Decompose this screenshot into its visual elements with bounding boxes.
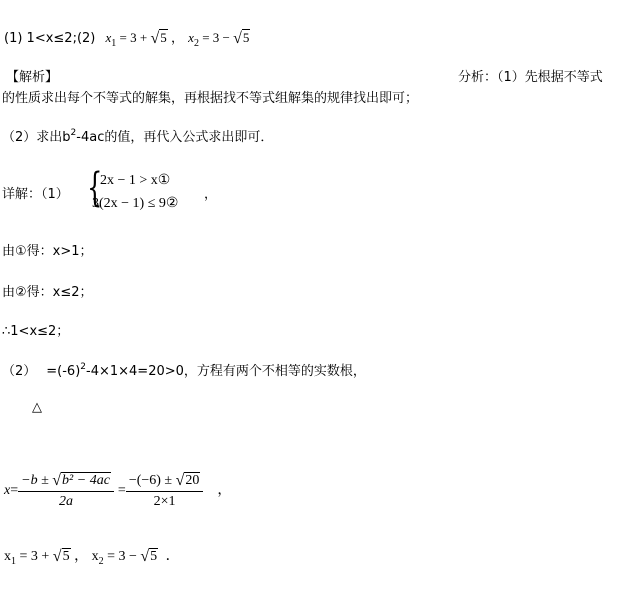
- formula-fraction-substituted: $\frac{-(-6) \pm √20}{2\times 1}$: [126, 472, 204, 509]
- analysis-line2: 的性质求出每个不等式的解集，再根据找不等式组解集的规律找出即可；: [2, 91, 419, 106]
- answer-x2: $x_2 = 3 - √5$: [188, 30, 250, 49]
- solution-trailing-comma: ，: [204, 187, 218, 202]
- step-1: 由①得：x>1；: [2, 244, 93, 259]
- inequality-1: 2x − 1 > x①: [100, 173, 171, 188]
- delta-symbol: △: [32, 400, 42, 415]
- conclusion-1: ∴1<x≤2；: [2, 324, 70, 339]
- part-2-line: $(2) =(-6)^2-4\times 1\times 4=20>0$，方程有两个不相等的实数根，: [2, 362, 366, 379]
- therefore-symbol: ∴: [2, 324, 11, 339]
- step-2: 由②得：x≤2；: [2, 285, 93, 300]
- analysis-line1: [458, 71, 603, 84]
- formula-fraction-general: $\frac{\text{−b ± √b² − 4ac}}{2a}$: [18, 472, 114, 509]
- solution-intro: 详解：（1）: [2, 187, 69, 202]
- answer-x1: $x_1 = 3 + √5$: [105, 30, 167, 49]
- answer-prefix: (1) 1<x≤2;(2): [4, 31, 96, 46]
- inequality-2: 3(2x − 1) ≤ 9②: [92, 196, 179, 211]
- final-roots: $x_1 = 3 + √5$ ， $x_2 = 3 - √5$ ．: [4, 548, 180, 567]
- quadratic-formula: x = $\frac{\text{−b ± √b² − 4ac}}{2a}$ = $\frac{-(-6) \pm √20}{2\times 1}$ ，: [4, 472, 232, 509]
- answer-comma: ，: [171, 31, 185, 46]
- analysis-line1-tail: （1）先根据不等式: [497, 70, 603, 85]
- brace-icon: {: [87, 165, 103, 211]
- answer-line: [4, 30, 250, 49]
- analysis-line3: （2）求出$b^2-4ac$的值，再代入公式求出即可．: [2, 128, 274, 145]
- analysis-label: 分析：: [458, 70, 498, 85]
- analysis-tag: 【解析】: [6, 70, 59, 85]
